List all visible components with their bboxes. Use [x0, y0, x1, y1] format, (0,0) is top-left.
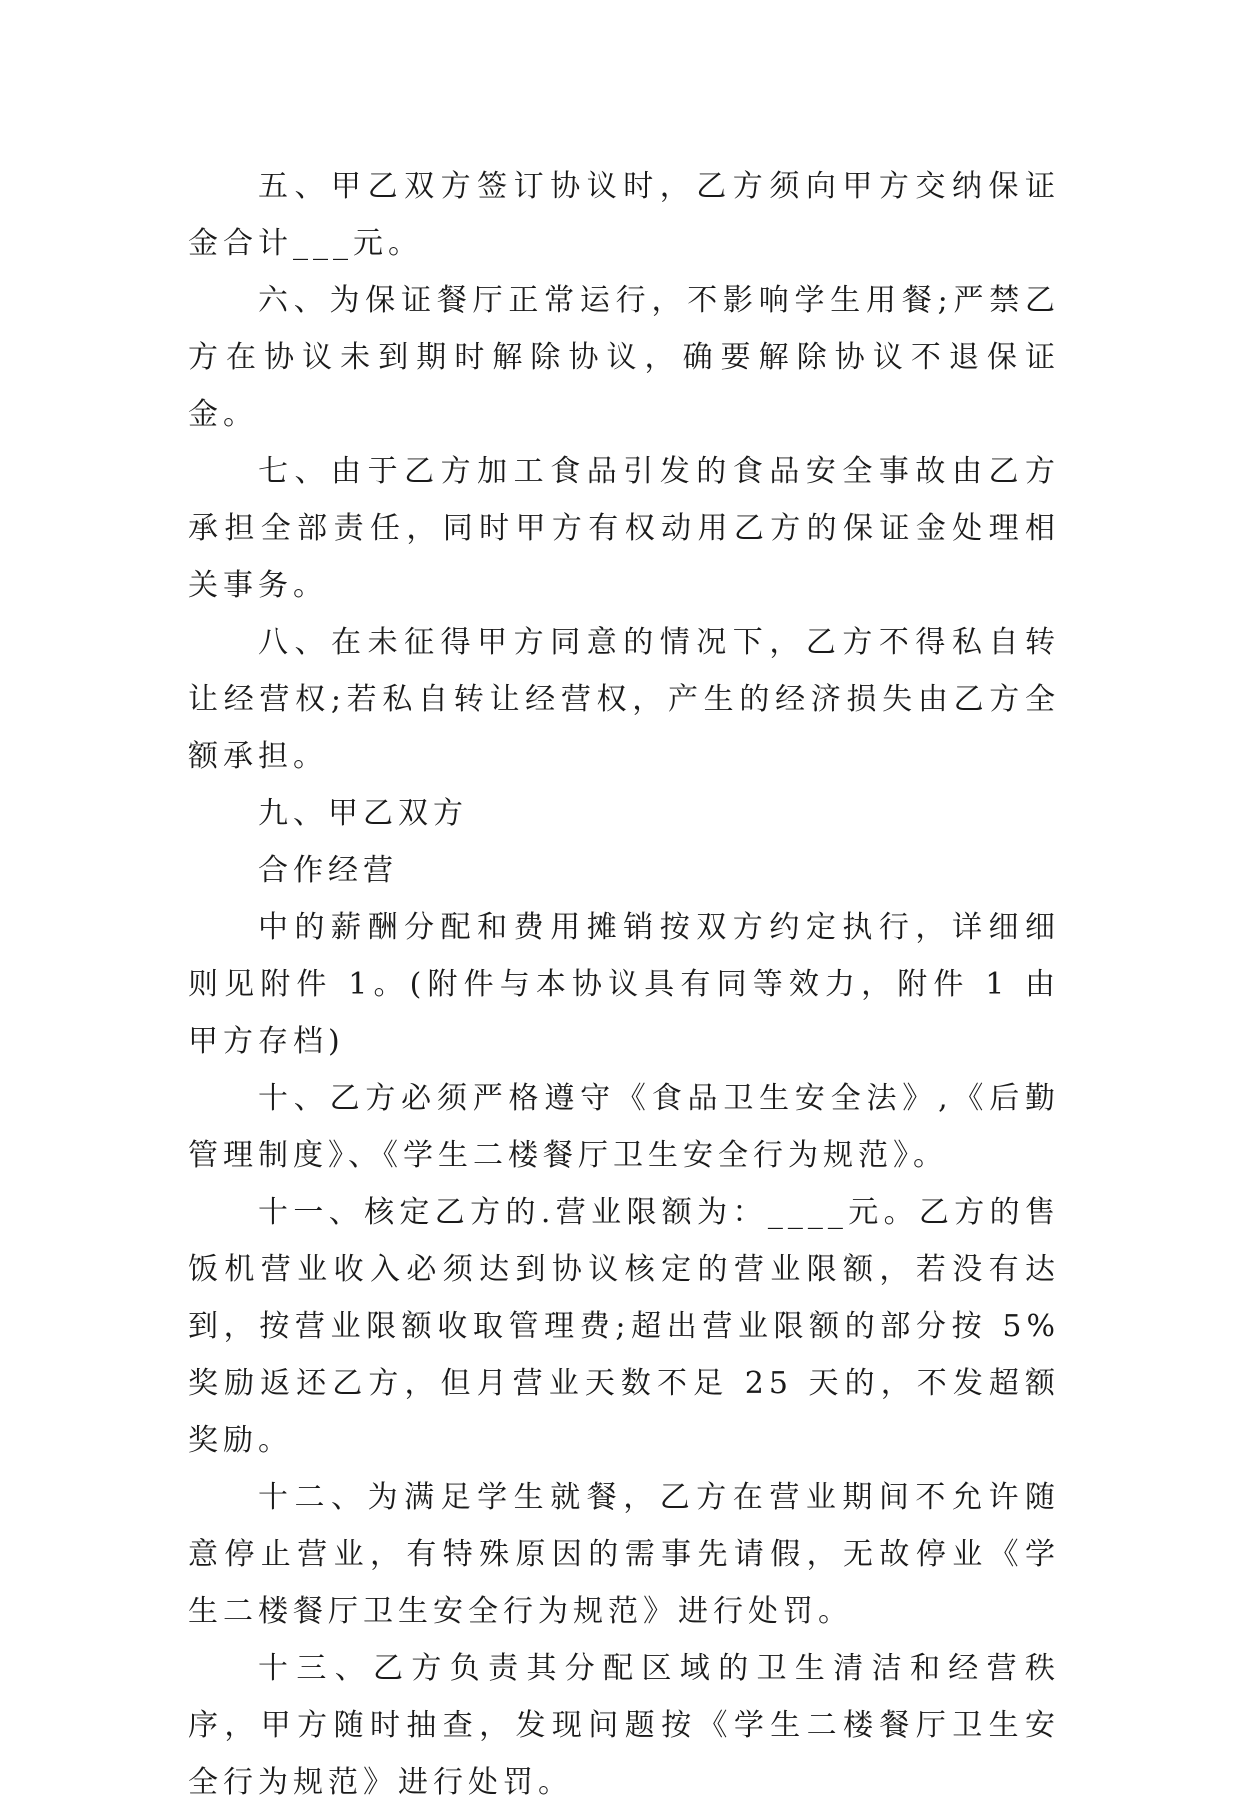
clause-12: 十二、为满足学生就餐，乙方在营业期间不允许随意停止营业，有特殊原因的需事先请假，无故停业《学生二楼餐厅卫生安全行为规范》进行处罚。: [188, 1480, 1060, 1629]
clause-5: 五、甲乙双方签订协议时，乙方须向甲方交纳保证金合计___元。: [188, 169, 1060, 261]
clause-9-subheading: 合作经营: [258, 853, 398, 888]
clause-10: 十、乙方必须严格遵守《食品卫生安全法》,《后勤管理制度》、《学生二楼餐厅卫生安全行为规范》。: [188, 1081, 1060, 1173]
clause-7: 七、由于乙方加工食品引发的食品安全事故由乙方承担全部责任，同时甲方有权动用乙方的保证金处理相关事务。: [188, 454, 1060, 603]
clause-11: 十一、核定乙方的.营业限额为：____元。乙方的售饭机营业收入必须达到协议核定的营业限额，若没有达到，按营业限额收取管理费;超出营业限额的部分按 5%奖励返还乙方，但月营业天数不足 25 天的，不发超额奖励。: [188, 1195, 1060, 1458]
clause-9-heading: 九、甲乙双方: [258, 796, 468, 831]
clause-6: 六、为保证餐厅正常运行，不影响学生用餐;严禁乙方在协议未到期时解除协议，确要解除协议不退保证金。: [188, 283, 1060, 432]
clause-8: 八、在未征得甲方同意的情况下，乙方不得私自转让经营权;若私自转让经营权，产生的经济损失由乙方全额承担。: [188, 625, 1060, 774]
document-body: [188, 158, 1060, 1811]
clause-13: 十三、乙方负责其分配区域的卫生清洁和经营秩序，甲方随时抽查，发现问题按《学生二楼餐厅卫生安全行为规范》进行处罚。: [188, 1651, 1060, 1800]
clause-9-body: 中的薪酬分配和费用摊销按双方约定执行，详细细则见附件 1。(附件与本协议具有同等效力，附件 1 由甲方存档): [188, 910, 1060, 1059]
